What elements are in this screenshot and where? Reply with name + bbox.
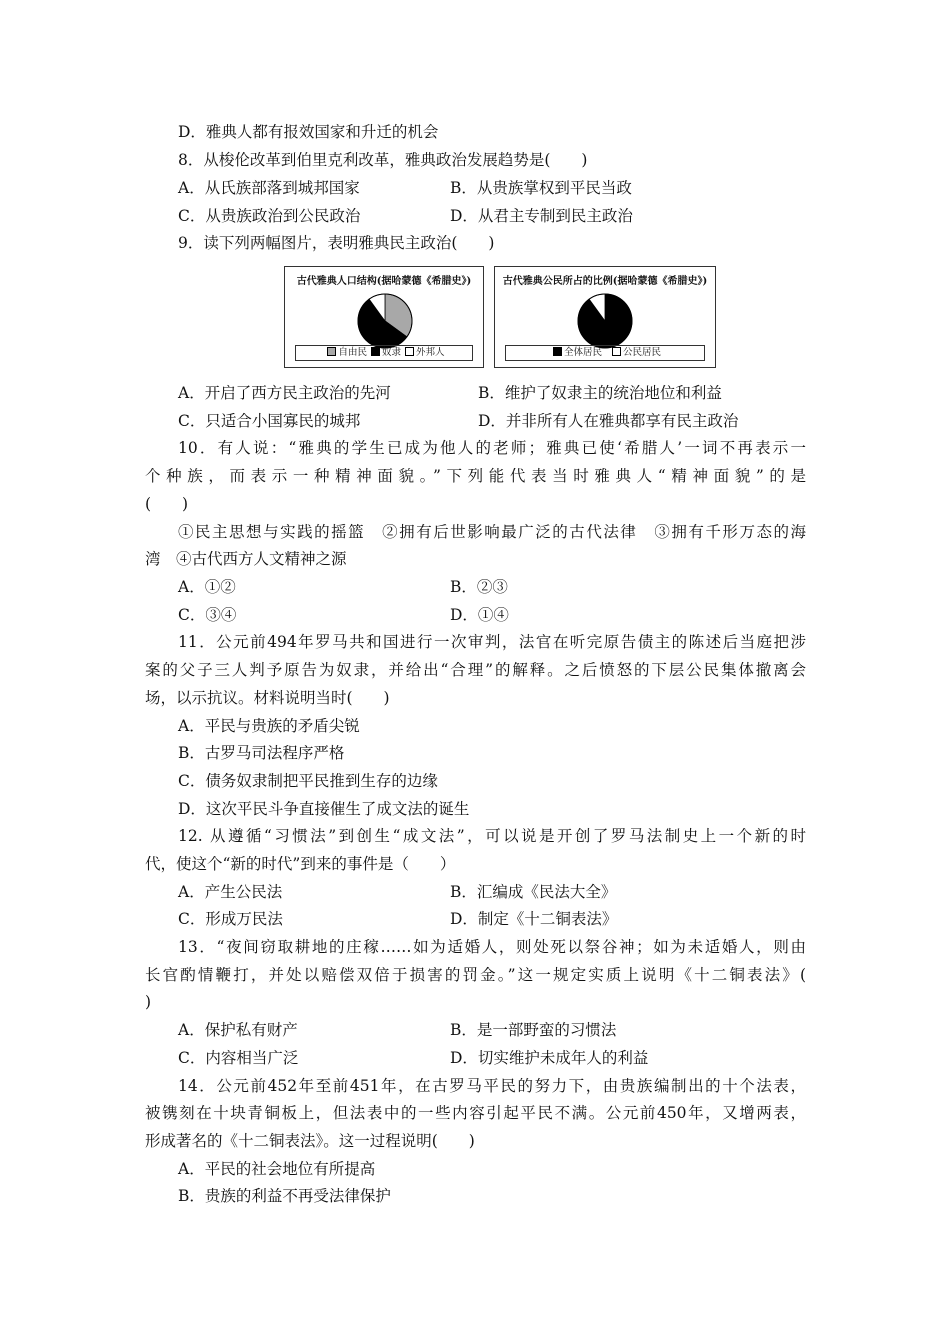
q14-option-a: A．平民的社会地位有所提高 [178,1160,376,1178]
q11-stem-line2: 案的父子三人判予原告为奴隶，并给出“合理”的解释。之后愤怒的下层公民集体撤离会 [145,661,806,679]
q11-stem-line1: 11．公元前494年罗马共和国进行一次审判，法官在听完原告债主的陈述后当庭把涉 [178,633,806,651]
q9-option-b: B．维护了奴隶主的统治地位和利益 [478,384,722,402]
pie-chart [355,291,415,351]
q9-option-a: A．开启了西方民主政治的先河 [178,384,391,402]
q10-stem-line3: ( ) [145,495,189,513]
q8-option-d: D．从君主专制到民主政治 [450,207,633,225]
q8-option-a: A．从氏族部落到城邦国家 [178,179,360,197]
q12-option-b: B．汇编成《民法大全》 [450,883,617,901]
legend-label: 全体居民 [563,347,602,358]
q12-option-d: D．制定《十二铜表法》 [450,910,618,928]
chart-title: 古代雅典公民所占的比例(据哈蒙德《希腊史》) [502,276,708,287]
legend-swatch-citizens [612,347,621,356]
q12-stem-line1: 12. 从遵循“习惯法”到创生“成文法”，可以说是开创了罗马法制史上一个新的时 [178,827,806,845]
legend-swatch-free [327,347,336,356]
pie-chart [575,291,635,351]
q12-option-c: C．形成万民法 [178,910,283,928]
legend-label: 自由民 [338,347,367,358]
chart-title: 古代雅典人口结构(据哈蒙德《希腊史》) [296,276,472,287]
q13-stem-line3: ) [145,993,152,1011]
q13-option-c: C．内容相当广泛 [178,1049,299,1067]
q13-option-a: A．保护私有财产 [178,1021,298,1039]
q14-stem-line2: 被镌刻在十块青铜板上，但法表中的一些内容引起平民不满。公元前450年，又增两表， [145,1104,806,1122]
population-structure-chart [284,266,484,368]
q8-stem: 8．从梭伦改革到伯里克利改革，雅典政治发展趋势是( ) [178,151,588,169]
legend-label: 奴隶 [381,347,401,358]
chart-legend [505,345,705,361]
legend-swatch-slave [371,347,380,356]
q13-stem-line1: 13．“夜间窃取耕地的庄稼……如为适婚人，则处死以祭谷神；如为未适婚人，则由 [178,938,806,956]
q10-option-b: B．②③ [450,578,508,596]
legend-swatch-all-residents [553,347,562,356]
q7-option-d: D．雅典人都有报效国家和升迁的机会 [178,123,439,141]
q13-stem-line2: 长官酌情鞭打，并处以赔偿双倍于损害的罚金。”这一规定实质上说明《十二铜表法》( [145,966,806,984]
q14-option-b: B．贵族的利益不再受法律保护 [178,1187,391,1205]
q13-option-d: D．切实维护未成年人的利益 [450,1049,649,1067]
q10-stem-line2: 个种族，而表示一种精神面貌。”下列能代表当时雅典人“精神面貌”的是 [145,467,806,485]
q11-option-b: B．古罗马司法程序严格 [178,744,345,762]
q10-option-c: C．③④ [178,606,237,624]
q9-option-d: D．并非所有人在雅典都享有民主政治 [478,412,739,430]
q8-option-b: B．从贵族掌权到平民当政 [450,179,632,197]
citizen-ratio-chart [494,266,716,368]
q14-stem-line3: 形成著名的《十二铜表法》。这一过程说明( ) [145,1132,475,1150]
chart-legend [295,345,473,361]
q10-items-line2: 湾 ④古代西方人文精神之源 [145,550,347,568]
q12-option-a: A．产生公民法 [178,883,283,901]
q11-option-c: C．债务奴隶制把平民推到生存的边缘 [178,772,438,790]
legend-label: 外邦人 [416,347,445,358]
legend-swatch-foreign [405,347,414,356]
q11-stem-line3: 场，以示抗议。材料说明当时( ) [145,689,390,707]
q10-items-line1: ①民主思想与实践的摇篮 ②拥有后世影响最广泛的古代法律 ③拥有千形万态的海 [178,523,806,541]
q11-option-d: D．这次平民斗争直接催生了成文法的诞生 [178,800,470,818]
q9-option-c: C．只适合小国寡民的城邦 [178,412,361,430]
q10-option-d: D．①④ [450,606,509,624]
q12-stem-line2: 代，使这个“新的时代”到来的事件是（ ） [145,855,456,873]
legend-label: 公民居民 [623,347,662,358]
q10-stem-line1: 10．有人说：“雅典的学生已成为他人的老师；雅典已使‘希腊人’一词不再表示一 [178,439,806,457]
q11-option-a: A．平民与贵族的矛盾尖锐 [178,717,360,735]
q10-option-a: A．①② [178,578,236,596]
q8-option-c: C．从贵族政治到公民政治 [178,207,361,225]
q9-stem: 9．读下列两幅图片，表明雅典民主政治( ) [178,234,495,252]
q14-stem-line1: 14．公元前452年至前451年，在古罗马平民的努力下，由贵族编制出的十个法表， [178,1077,806,1095]
q13-option-b: B．是一部野蛮的习惯法 [450,1021,617,1039]
